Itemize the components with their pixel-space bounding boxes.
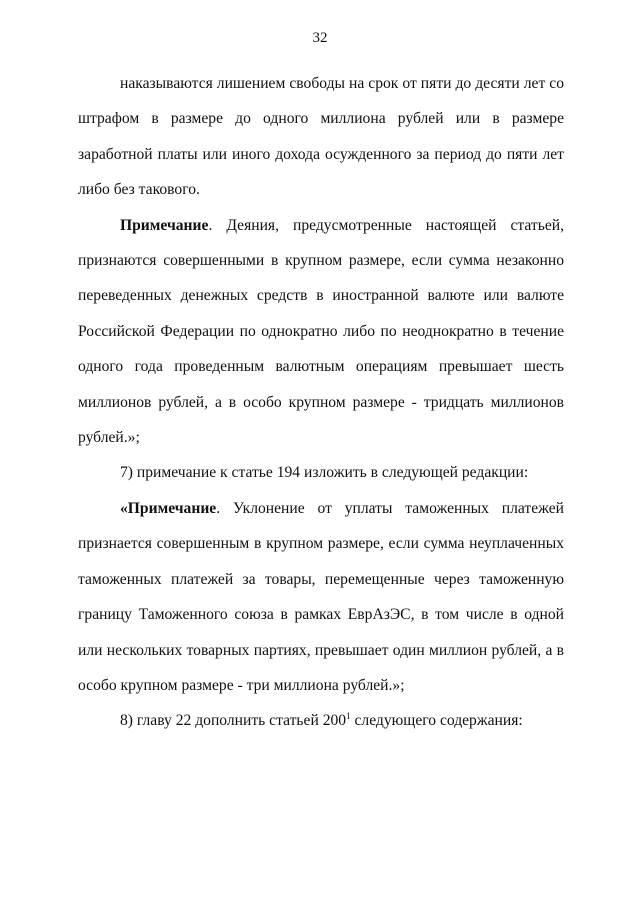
superscript: 1 <box>346 711 351 722</box>
paragraph-text: 7) примечание к статье 194 изложить в следующей редакции: <box>120 464 529 482</box>
paragraph-note-1 <box>78 208 564 456</box>
document-body <box>78 66 564 739</box>
paragraph-text: 8) главу 22 дополнить статьей 200 <box>120 712 347 730</box>
paragraph-note-2 <box>78 491 564 703</box>
paragraph-item-7 <box>78 455 564 490</box>
note-heading: Примечание <box>120 216 209 234</box>
page-number: 32 <box>312 30 328 46</box>
paragraph-text: следующего содержания: <box>350 712 523 730</box>
paragraph-text: наказываются лишением свободы на срок от пяти до десяти лет со штрафом в размере до одного миллиона рублей или в размере заработной платы или иного дохода осужденного за период до пяти лет либо без такового. <box>78 75 564 199</box>
paragraph-penalty <box>78 66 564 208</box>
paragraph-text: . Уклонение от уплаты таможенных платежей признается совершенным в крупном размере, если сумма неуплаченных таможенных платежей за товары, перемещенные через таможенную границу Таможенного союза в рамках ЕврАзЭС, в том числе в одной или нескольких товарных партиях, превышает один миллион рублей, а в особо крупном размере - три миллиона рублей.»; <box>78 499 564 694</box>
paragraph-item-8 <box>78 703 564 738</box>
paragraph-text: . Деяния, предусмотренные настоящей статьей, признаются совершенными в крупном размере, если сумма незаконно переведенных денежных средств в иностранной валюте или валюте Российской Федерации по однократно либо по неоднократно в течение одного года проведенным валютным операциям превышает шесть миллионов рублей, а в особо крупном размере - тридцать миллионов рублей.»; <box>78 216 564 447</box>
note-heading: «Примечание <box>120 499 217 517</box>
